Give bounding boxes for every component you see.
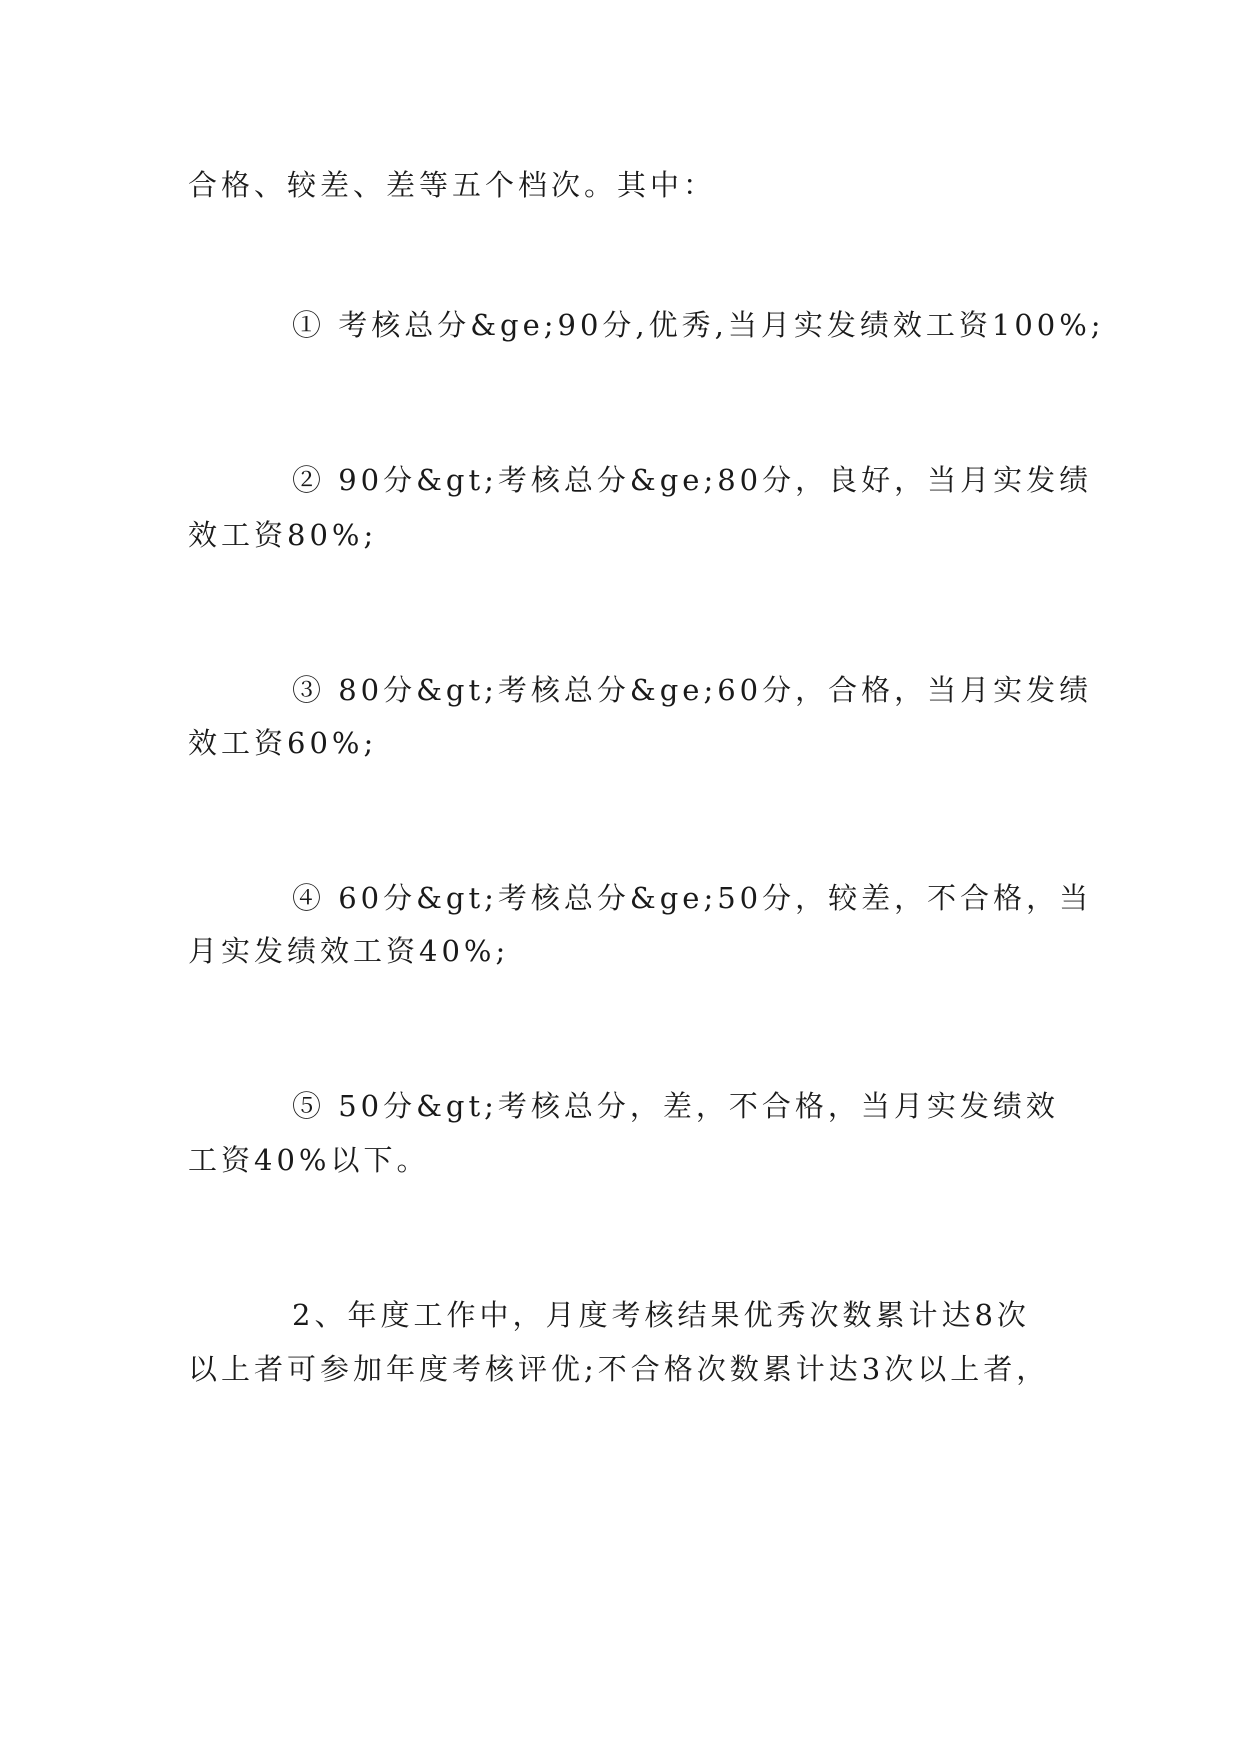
list-item-2: ② 90分&gt;考核总分&ge;80分，良好，当月实发绩 — [292, 463, 1093, 497]
list-item-4-continuation: 月实发绩效工资40%; — [188, 934, 510, 968]
list-item-1: ① 考核总分&ge;90分,优秀,当月实发绩效工资100%; — [292, 308, 1105, 342]
list-item-2-continuation: 效工资80%; — [188, 518, 378, 552]
section-2-paragraph: 2、年度工作中，月度考核结果优秀次数累计达8次 — [292, 1298, 1030, 1332]
list-item-3-continuation: 效工资60%; — [188, 726, 378, 760]
list-item-5: ⑤ 50分&gt;考核总分，差，不合格，当月实发绩效 — [292, 1089, 1059, 1123]
list-item-3: ③ 80分&gt;考核总分&ge;60分，合格，当月实发绩 — [292, 673, 1093, 707]
list-item-5-continuation: 工资40%以下。 — [188, 1143, 430, 1177]
section-2-continuation: 以上者可参加年度考核评优;不合格次数累计达3次以上者， — [188, 1352, 1050, 1386]
list-item-4: ④ 60分&gt;考核总分&ge;50分，较差，不合格，当 — [292, 881, 1093, 915]
paragraph-line: 合格、较差、差等五个档次。其中： — [188, 168, 717, 202]
